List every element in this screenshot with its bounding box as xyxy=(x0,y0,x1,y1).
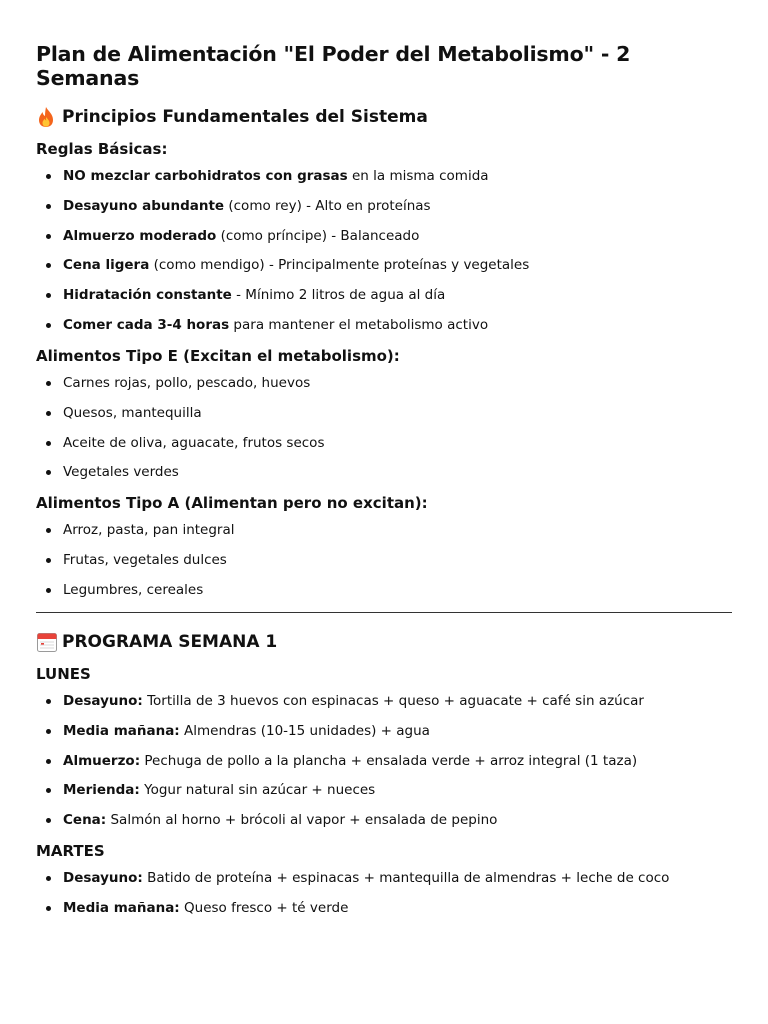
list-item: Desayuno: Tortilla de 3 huevos con espinacas + queso + aguacate + café sin azúcar xyxy=(36,691,732,711)
day-heading-lunes: LUNES xyxy=(36,664,91,683)
principles-heading-text: Principios Fundamentales del Sistema xyxy=(62,107,428,127)
list-item: Comer cada 3-4 horas para mantener el metabolismo activo xyxy=(36,315,732,335)
list-item: Media mañana: Queso fresco + té verde xyxy=(36,898,732,918)
list-item: Desayuno abundante (como rey) - Alto en proteínas xyxy=(36,196,732,216)
list-item: Vegetales verdes xyxy=(36,462,732,482)
list-item: Desayuno: Batido de proteína + espinacas + mantequilla de almendras + leche de coco xyxy=(36,868,732,888)
list-item: Cena ligera (como mendigo) - Principalmente proteínas y vegetales xyxy=(36,255,732,275)
rules-list xyxy=(36,166,732,335)
list-item: Almuerzo moderado (como príncipe) - Balanceado xyxy=(36,226,732,246)
divider xyxy=(36,612,732,613)
list-item: Aceite de oliva, aguacate, frutos secos xyxy=(36,433,732,453)
list-item: Almuerzo: Pechuga de pollo a la plancha + ensalada verde + arroz integral (1 taza) xyxy=(36,751,732,771)
list-item: NO mezclar carbohidratos con grasas en la misma comida xyxy=(36,166,732,186)
rules-heading: Reglas Básicas: xyxy=(36,140,168,158)
fire-icon xyxy=(36,106,56,128)
calendar-icon xyxy=(36,631,56,653)
list-item: Merienda: Yogur natural sin azúcar + nueces xyxy=(36,780,732,800)
type-e-list xyxy=(36,373,732,482)
list-item: Carnes rojas, pollo, pescado, huevos xyxy=(36,373,732,393)
martes-meals xyxy=(36,868,732,918)
list-item: Media mañana: Almendras (10-15 unidades) + agua xyxy=(36,721,732,741)
list-item: Hidratación constante - Mínimo 2 litros de agua al día xyxy=(36,285,732,305)
week1-heading xyxy=(36,631,732,653)
page-title: Plan de Alimentación "El Poder del Metabolismo" - 2 Semanas xyxy=(36,42,631,90)
day-heading-martes: MARTES xyxy=(36,842,105,861)
type-a-heading: Alimentos Tipo A (Alimentan pero no excitan): xyxy=(36,494,428,513)
type-e-heading: Alimentos Tipo E (Excitan el metabolismo): xyxy=(36,346,400,365)
list-item: Legumbres, cereales xyxy=(36,580,732,600)
list-item: Cena: Salmón al horno + brócoli al vapor + ensalada de pepino xyxy=(36,810,732,830)
type-a-list xyxy=(36,520,732,600)
lunes-meals xyxy=(36,691,732,830)
principles-heading xyxy=(36,106,732,128)
list-item: Arroz, pasta, pan integral xyxy=(36,520,732,540)
list-item: Quesos, mantequilla xyxy=(36,403,732,423)
list-item: Frutas, vegetales dulces xyxy=(36,550,732,570)
week1-heading-text: PROGRAMA SEMANA 1 xyxy=(62,631,278,652)
